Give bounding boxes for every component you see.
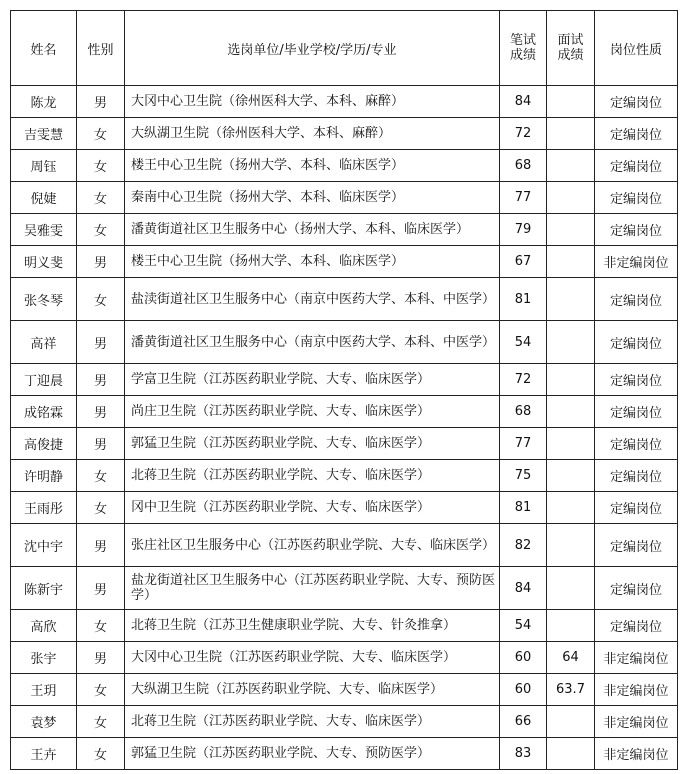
cell-interview-score <box>547 428 595 460</box>
header-written-score: 笔试 成绩 <box>500 11 547 86</box>
cell-unit: 大纵湖卫生院（江苏医药职业学院、大专、临床医学） <box>125 674 500 706</box>
cell-written-score: 72 <box>500 118 547 150</box>
table-row <box>11 118 678 150</box>
cell-unit: 冈中卫生院（江苏医药职业学院、大专、临床医学） <box>125 492 500 524</box>
cell-gender: 女 <box>77 182 125 214</box>
header-post-type: 岗位性质 <box>595 11 678 86</box>
cell-gender: 男 <box>77 396 125 428</box>
cell-written-score: 81 <box>500 278 547 321</box>
cell-unit: 楼王中心卫生院（扬州大学、本科、临床医学） <box>125 246 500 278</box>
cell-interview-score <box>547 321 595 364</box>
cell-name: 吴雅雯 <box>11 214 77 246</box>
cell-post-type: 定编岗位 <box>595 460 678 492</box>
cell-post-type: 定编岗位 <box>595 214 678 246</box>
cell-gender: 男 <box>77 567 125 610</box>
cell-unit: 潘黄街道社区卫生服务中心（南京中医药大学、本科、中医学） <box>125 321 500 364</box>
header-gender: 性别 <box>77 11 125 86</box>
cell-post-type: 定编岗位 <box>595 524 678 567</box>
header-name: 姓名 <box>11 11 77 86</box>
cell-gender: 女 <box>77 706 125 738</box>
cell-post-type: 定编岗位 <box>595 182 678 214</box>
cell-interview-score <box>547 182 595 214</box>
cell-name: 沈中宇 <box>11 524 77 567</box>
cell-interview-score <box>547 610 595 642</box>
cell-unit: 大冈中心卫生院（徐州医科大学、本科、麻醉） <box>125 86 500 118</box>
cell-interview-score <box>547 492 595 524</box>
cell-written-score: 54 <box>500 610 547 642</box>
table-row <box>11 246 678 278</box>
cell-name: 王卉 <box>11 738 77 770</box>
cell-name: 袁梦 <box>11 706 77 738</box>
cell-gender: 女 <box>77 278 125 321</box>
table-row <box>11 214 678 246</box>
table-row <box>11 150 678 182</box>
cell-gender: 女 <box>77 610 125 642</box>
table-body <box>11 86 678 770</box>
cell-written-score: 66 <box>500 706 547 738</box>
cell-interview-score <box>547 150 595 182</box>
cell-unit: 北蒋卫生院（江苏医药职业学院、大专、临床医学） <box>125 706 500 738</box>
cell-gender: 女 <box>77 150 125 182</box>
cell-unit: 北蒋卫生院（江苏卫生健康职业学院、大专、针灸推拿） <box>125 610 500 642</box>
cell-interview-score <box>547 524 595 567</box>
cell-unit: 尚庄卫生院（江苏医药职业学院、大专、临床医学） <box>125 396 500 428</box>
table-row <box>11 610 678 642</box>
cell-name: 王雨彤 <box>11 492 77 524</box>
cell-name: 高祥 <box>11 321 77 364</box>
table-row <box>11 182 678 214</box>
table-row <box>11 567 678 610</box>
cell-name: 陈新宇 <box>11 567 77 610</box>
cell-post-type: 定编岗位 <box>595 610 678 642</box>
cell-written-score: 79 <box>500 214 547 246</box>
cell-post-type: 非定编岗位 <box>595 738 678 770</box>
cell-interview-score <box>547 278 595 321</box>
cell-unit: 大纵湖卫生院（徐州医科大学、本科、麻醉） <box>125 118 500 150</box>
header-interview-score: 面试 成绩 <box>547 11 595 86</box>
cell-gender: 女 <box>77 674 125 706</box>
header-unit: 选岗单位/毕业学校/学历/专业 <box>125 11 500 86</box>
cell-post-type: 定编岗位 <box>595 118 678 150</box>
cell-written-score: 84 <box>500 567 547 610</box>
cell-name: 王玥 <box>11 674 77 706</box>
cell-gender: 男 <box>77 364 125 396</box>
cell-written-score: 72 <box>500 364 547 396</box>
cell-interview-score <box>547 396 595 428</box>
cell-post-type: 定编岗位 <box>595 150 678 182</box>
cell-gender: 女 <box>77 460 125 492</box>
cell-written-score: 60 <box>500 674 547 706</box>
cell-unit: 楼王中心卫生院（扬州大学、本科、临床医学） <box>125 150 500 182</box>
cell-written-score: 77 <box>500 182 547 214</box>
cell-interview-score <box>547 567 595 610</box>
cell-gender: 男 <box>77 642 125 674</box>
table-row <box>11 396 678 428</box>
cell-name: 倪婕 <box>11 182 77 214</box>
cell-written-score: 82 <box>500 524 547 567</box>
table-row <box>11 278 678 321</box>
cell-gender: 男 <box>77 321 125 364</box>
cell-post-type: 定编岗位 <box>595 364 678 396</box>
cell-interview-score <box>547 86 595 118</box>
cell-unit: 张庄社区卫生服务中心（江苏医药职业学院、大专、临床医学） <box>125 524 500 567</box>
cell-unit: 秦南中心卫生院（扬州大学、本科、临床医学） <box>125 182 500 214</box>
cell-name: 张宇 <box>11 642 77 674</box>
cell-unit: 郭猛卫生院（江苏医药职业学院、大专、临床医学） <box>125 428 500 460</box>
cell-name: 陈龙 <box>11 86 77 118</box>
cell-interview-score: 63.7 <box>547 674 595 706</box>
cell-post-type: 非定编岗位 <box>595 642 678 674</box>
cell-unit: 北蒋卫生院（江苏医药职业学院、大专、临床医学） <box>125 460 500 492</box>
table-row <box>11 460 678 492</box>
cell-name: 丁迎晨 <box>11 364 77 396</box>
cell-name: 周钰 <box>11 150 77 182</box>
cell-interview-score <box>547 706 595 738</box>
cell-name: 吉雯慧 <box>11 118 77 150</box>
table-row <box>11 321 678 364</box>
header-row <box>11 11 678 86</box>
cell-post-type: 定编岗位 <box>595 492 678 524</box>
cell-name: 许明静 <box>11 460 77 492</box>
cell-gender: 男 <box>77 246 125 278</box>
cell-gender: 女 <box>77 214 125 246</box>
cell-post-type: 定编岗位 <box>595 278 678 321</box>
cell-interview-score <box>547 118 595 150</box>
cell-interview-score: 64 <box>547 642 595 674</box>
table-row <box>11 524 678 567</box>
cell-written-score: 68 <box>500 150 547 182</box>
cell-name: 高欣 <box>11 610 77 642</box>
cell-unit: 盐渎街道社区卫生服务中心（南京中医药大学、本科、中医学） <box>125 278 500 321</box>
cell-unit: 学富卫生院（江苏医药职业学院、大专、临床医学） <box>125 364 500 396</box>
cell-written-score: 81 <box>500 492 547 524</box>
cell-post-type: 非定编岗位 <box>595 706 678 738</box>
cell-name: 张冬琴 <box>11 278 77 321</box>
cell-unit: 潘黄街道社区卫生服务中心（扬州大学、本科、临床医学） <box>125 214 500 246</box>
cell-post-type: 非定编岗位 <box>595 674 678 706</box>
cell-written-score: 67 <box>500 246 547 278</box>
cell-interview-score <box>547 214 595 246</box>
table-row <box>11 738 678 770</box>
cell-unit: 郭猛卫生院（江苏医药职业学院、大专、预防医学） <box>125 738 500 770</box>
cell-name: 成铭霖 <box>11 396 77 428</box>
table-row <box>11 86 678 118</box>
table-row <box>11 674 678 706</box>
cell-post-type: 定编岗位 <box>595 321 678 364</box>
table-row <box>11 642 678 674</box>
cell-post-type: 非定编岗位 <box>595 246 678 278</box>
cell-written-score: 83 <box>500 738 547 770</box>
cell-post-type: 定编岗位 <box>595 86 678 118</box>
table-row <box>11 428 678 460</box>
cell-written-score: 77 <box>500 428 547 460</box>
cell-written-score: 54 <box>500 321 547 364</box>
cell-name: 高俊捷 <box>11 428 77 460</box>
cell-gender: 女 <box>77 738 125 770</box>
cell-unit: 大冈中心卫生院（江苏医药职业学院、大专、临床医学） <box>125 642 500 674</box>
cell-gender: 男 <box>77 428 125 460</box>
cell-written-score: 68 <box>500 396 547 428</box>
cell-gender: 女 <box>77 492 125 524</box>
results-sheet <box>10 10 678 770</box>
cell-gender: 男 <box>77 86 125 118</box>
cell-written-score: 60 <box>500 642 547 674</box>
cell-interview-score <box>547 246 595 278</box>
cell-post-type: 定编岗位 <box>595 396 678 428</box>
table-row <box>11 492 678 524</box>
cell-interview-score <box>547 738 595 770</box>
cell-unit: 盐龙街道社区卫生服务中心（江苏医药职业学院、大专、预防医学） <box>125 567 500 610</box>
cell-name: 明义斐 <box>11 246 77 278</box>
table-row <box>11 364 678 396</box>
cell-gender: 男 <box>77 524 125 567</box>
results-table <box>10 10 678 770</box>
cell-written-score: 75 <box>500 460 547 492</box>
table-row <box>11 706 678 738</box>
cell-post-type: 定编岗位 <box>595 567 678 610</box>
cell-post-type: 定编岗位 <box>595 428 678 460</box>
cell-interview-score <box>547 364 595 396</box>
cell-written-score: 84 <box>500 86 547 118</box>
cell-interview-score <box>547 460 595 492</box>
cell-gender: 女 <box>77 118 125 150</box>
